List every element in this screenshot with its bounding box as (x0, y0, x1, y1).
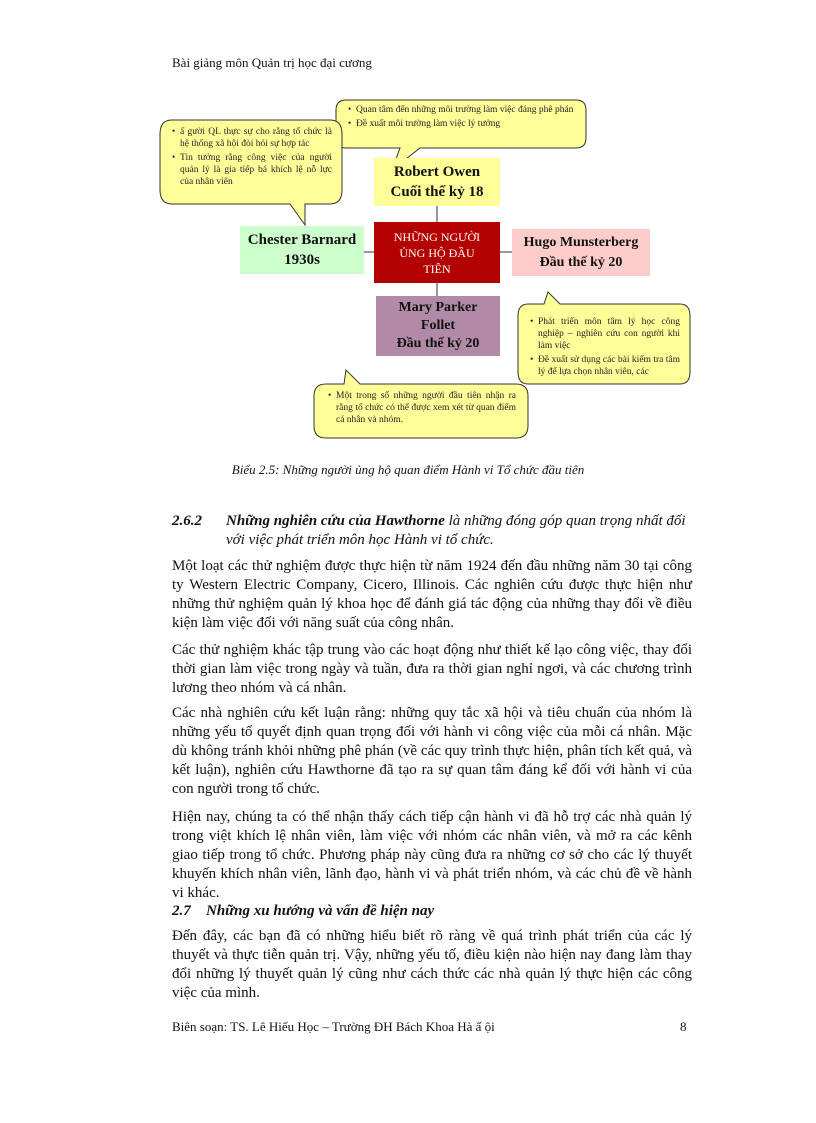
barnard-name: Chester Barnard (247, 232, 357, 248)
bubble-owen-item: • Quan tâm đến những môi trường làm việc đáng phê phán (356, 104, 578, 116)
footer-page-number: 8 (680, 1019, 687, 1034)
paragraph-3: Các nhà nghiên cứu kết luận rằng: những quy tắc xã hội và tiêu chuẩn của nhóm là những yếu tố quyết định quan trọng đối với hành vi công việc của mỗi cá nhân. Mặc dù không tránh khỏi những phê phán (về các quy trình thực hiện, phân tích kết quả, và kết luận), nghiên cứu Hawthorne đã tạo ra sự quan tâm đáng kể đối với hành vi của con người trong tổ chức. (172, 705, 692, 797)
paragraph-27: Đến đây, các bạn đã có những hiểu biết rõ ràng về quá trình phát triển của các lý thuyết và thực tiễn quản trị. Vậy, những yếu tố, điều kiện nào hiện nay đang làm thay đổi những lý thuyết quản lý cũng như cách thức các nhà quản lý thực hiện các công việc của mình. (172, 928, 692, 1001)
section-262-title: Những nghiên cứu của Hawthorne (226, 513, 445, 529)
section-262-heading (172, 512, 692, 550)
diagram (0, 0, 816, 470)
bubble-barnard-item: • ấ gười QL thực sự cho rằng tổ chức là hệ thống xã hội đòi hỏi sự hợp tác (180, 126, 332, 150)
paragraph-4: Hiện nay, chúng ta có thể nhận thấy cách tiếp cận hành vi đã hỗ trợ các nhà quản lý trong việt khích lệ nhân viên, làm việc với nhóm các nhân viên, và mở ra các kênh giao tiếp trong tổ chức. Phương pháp này cũng đưa ra những cơ sở cho các lý thuyết khuyến khích nhân viên, lãnh đạo, hành vi và phát triển nhóm, và các chủ đề về hành vi khác. (172, 809, 692, 901)
barnard-box (240, 226, 364, 274)
bubble-follet (326, 390, 516, 428)
bubble-munsterberg-item: • Đề xuất sử dụng các bài kiểm tra tâm lý để lựa chọn nhân viên, các (538, 354, 680, 378)
owen-name: Robert Owen (393, 164, 481, 180)
follet-period: Đầu thế kỷ 20 (396, 336, 480, 351)
section-27-heading (172, 902, 692, 921)
munsterberg-name: Hugo Munsterberg (523, 234, 639, 250)
owen-period: Cuối thế kỷ 18 (390, 184, 484, 200)
munsterberg-box (512, 229, 650, 276)
footer-author: Biên soạn: TS. Lê Hiếu Học – Trường ĐH Bách Khoa Hà ấ ội (172, 1019, 495, 1034)
section-27-number: 2.7 (172, 903, 191, 919)
center-line-3: TIÊN (423, 261, 451, 276)
paragraph-2: Các thử nghiệm khác tập trung vào các hoạt động như thiết kế lạo công việc, thay đổi thời gian làm việc trong ngày và tuần, đưa ra thời gian nghỉ ngơi, và các chương trình lương theo nhóm và cá nhân. (172, 642, 692, 696)
section-262-rest2: với việc phát triển môn học Hành vi tổ chức. (226, 532, 494, 548)
center-box (374, 222, 500, 283)
follet-name-2: Follet (420, 318, 456, 333)
section-27-title: Những xu hướng và vấn đề hiện nay (206, 903, 435, 919)
paragraph-1: Một loạt các thử nghiệm được thực hiện từ năm 1924 đến đầu những năm 30 tại công ty Western Electric Company, Cicero, Illinois. Các nghiên cứu được thực hiện như những thử nghiệm quản lý khoa học để đánh giá tác động của những thay đổi về điều kiện làm việc đối với năng suất của công nhân. (172, 558, 692, 631)
bubble-owen-item: • Đề xuất môi trường làm việc lý tưởng (356, 118, 578, 130)
bubble-munsterberg-item: • Phát triển môn tâm lý học công nghiệp – nghiên cứu con người khi làm việc (538, 316, 680, 352)
bubble-munsterberg (528, 316, 680, 382)
follet-box (376, 296, 500, 356)
section-262-number: 2.6.2 (172, 513, 202, 529)
bubble-owen (346, 104, 578, 132)
barnard-period: 1930s (284, 252, 320, 268)
owen-box (374, 158, 500, 206)
bubble-follet-item: • Một trong số những người đầu tiên nhận ra rằng tổ chức có thể được xem xét từ quan điểm cá nhân và nhóm. (336, 390, 516, 426)
section-262-rest1: là những đóng góp quan trọng nhất đối (444, 513, 686, 529)
munsterberg-period: Đầu thế kỷ 20 (539, 254, 623, 270)
bubble-barnard-item: • Tin tưởng rằng công việc của người quản lý là gia tiếp bá khích lệ nỗ lực của nhân viên (180, 152, 332, 188)
figure-caption: Biểu 2.5: Những người ủng hộ quan điểm Hành vi Tổ chức đầu tiên (231, 462, 585, 477)
follet-name-1: Mary Parker (398, 300, 478, 315)
center-line-1: NHỮNG NGƯỜI (393, 229, 481, 244)
page-header: Bài giảng môn Quản trị học đại cương (172, 55, 372, 70)
center-line-2: ỦNG HỘ ĐẦU (399, 245, 475, 260)
bubble-barnard (170, 126, 332, 190)
